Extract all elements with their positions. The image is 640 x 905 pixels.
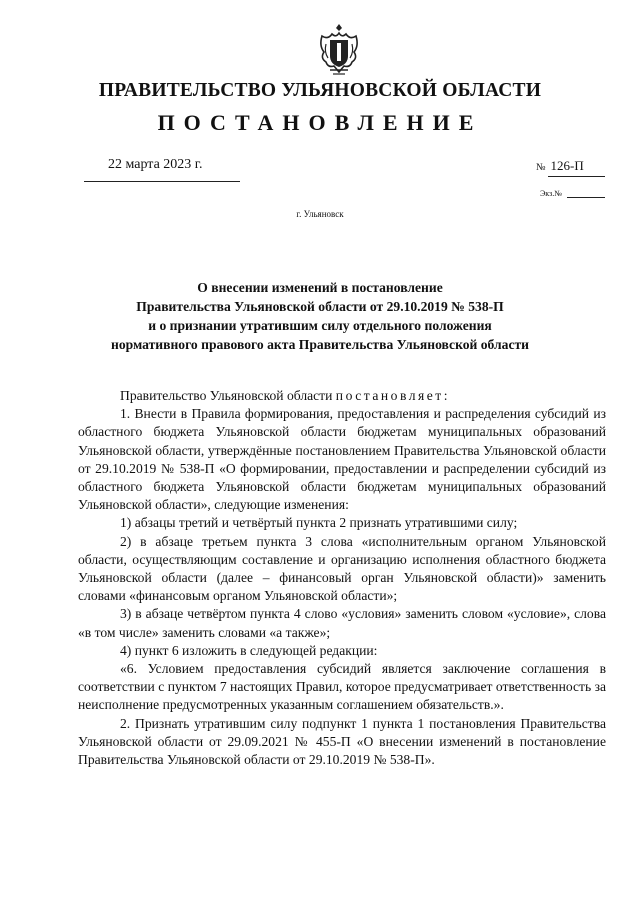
- paragraph-1: 1. Внести в Правила формирования, предоставления и распределения субсидий из областного бюджета Ульяновской области бюджетам муниципальных образований Ульяновской области, утверждённые постановлением Правительства Ульяновской области от 29.10.2019 № 538-П «О формировании, предоставлении и распределении субсидий из областного бюджета Ульяновской области бюджетам муниципальных образований Ульяновской области», следующие изменения:: [78, 406, 606, 513]
- city: г. Ульяновск: [296, 209, 344, 219]
- subparagraph-2: 2) в абзаце третьем пункта 3 слова «исполнительным органом Ульяновской области, осуществляющим составление и организацию исполнения областного бюджета Ульяновской области (далее – финансовый орган Ульяновской области)» заменить словами «финансовым органом Ульяновской области»;: [78, 533, 606, 604]
- document-body: [78, 387, 606, 769]
- subparagraph-4-text: «6. Условием предоставления субсидий является заключение соглашения в соответствии с пунктом 7 настоящих Правил, которое предусматривает ответственность за неисполнение предусмотренных указанным соглашением обязательств.».: [78, 661, 606, 713]
- heading-line: и о признании утратившим силу отдельного положения: [148, 318, 492, 333]
- preamble-text: Правительство Ульяновской области: [120, 388, 336, 403]
- government-title: ПРАВИТЕЛЬСТВО УЛЬЯНОВСКОЙ ОБЛАСТИ: [98, 80, 542, 101]
- heading-line: О внесении изменений в постановление: [197, 280, 443, 295]
- number-underline: [548, 176, 605, 177]
- document-date: 22 марта 2023 г.: [108, 157, 203, 172]
- copy-number-underline: [567, 197, 605, 198]
- heading-line: нормативного правового акта Правительства Ульяновской области: [111, 337, 529, 352]
- coat-of-arms-emblem: [316, 22, 362, 78]
- document-type: ПОСТАНОВЛЕНИЕ: [157, 110, 483, 135]
- subparagraph-4: 4) пункт 6 изложить в следующей редакции:: [120, 642, 378, 658]
- document-number: [536, 158, 584, 174]
- number-value: 126-П: [550, 158, 584, 173]
- number-sign: №: [536, 162, 546, 173]
- preamble-decree-word: постановляет:: [335, 388, 450, 403]
- copy-number-label: Экз.№: [540, 189, 562, 198]
- document-heading: [60, 278, 580, 354]
- subparagraph-1: 1) абзацы третий и четвёртый пункта 2 признать утратившими силу;: [120, 515, 518, 531]
- date-underline: [84, 181, 240, 182]
- paragraph-2: 2. Признать утратившим силу подпункт 1 пункта 1 постановления Правительства Ульяновской области от 29.09.2021 № 455-П «О внесении изменений в постановление Правительства Ульяновской области от 29.10.2019 № 538-П».: [78, 715, 606, 768]
- heading-line: Правительства Ульяновской области от 29.10.2019 № 538-П: [136, 299, 504, 314]
- preamble: [78, 387, 606, 405]
- subparagraph-3: 3) в абзаце четвёртом пункта 4 слово «условия» заменить словом «условие», слова «в том числе» заменить словами «а также»;: [78, 606, 606, 640]
